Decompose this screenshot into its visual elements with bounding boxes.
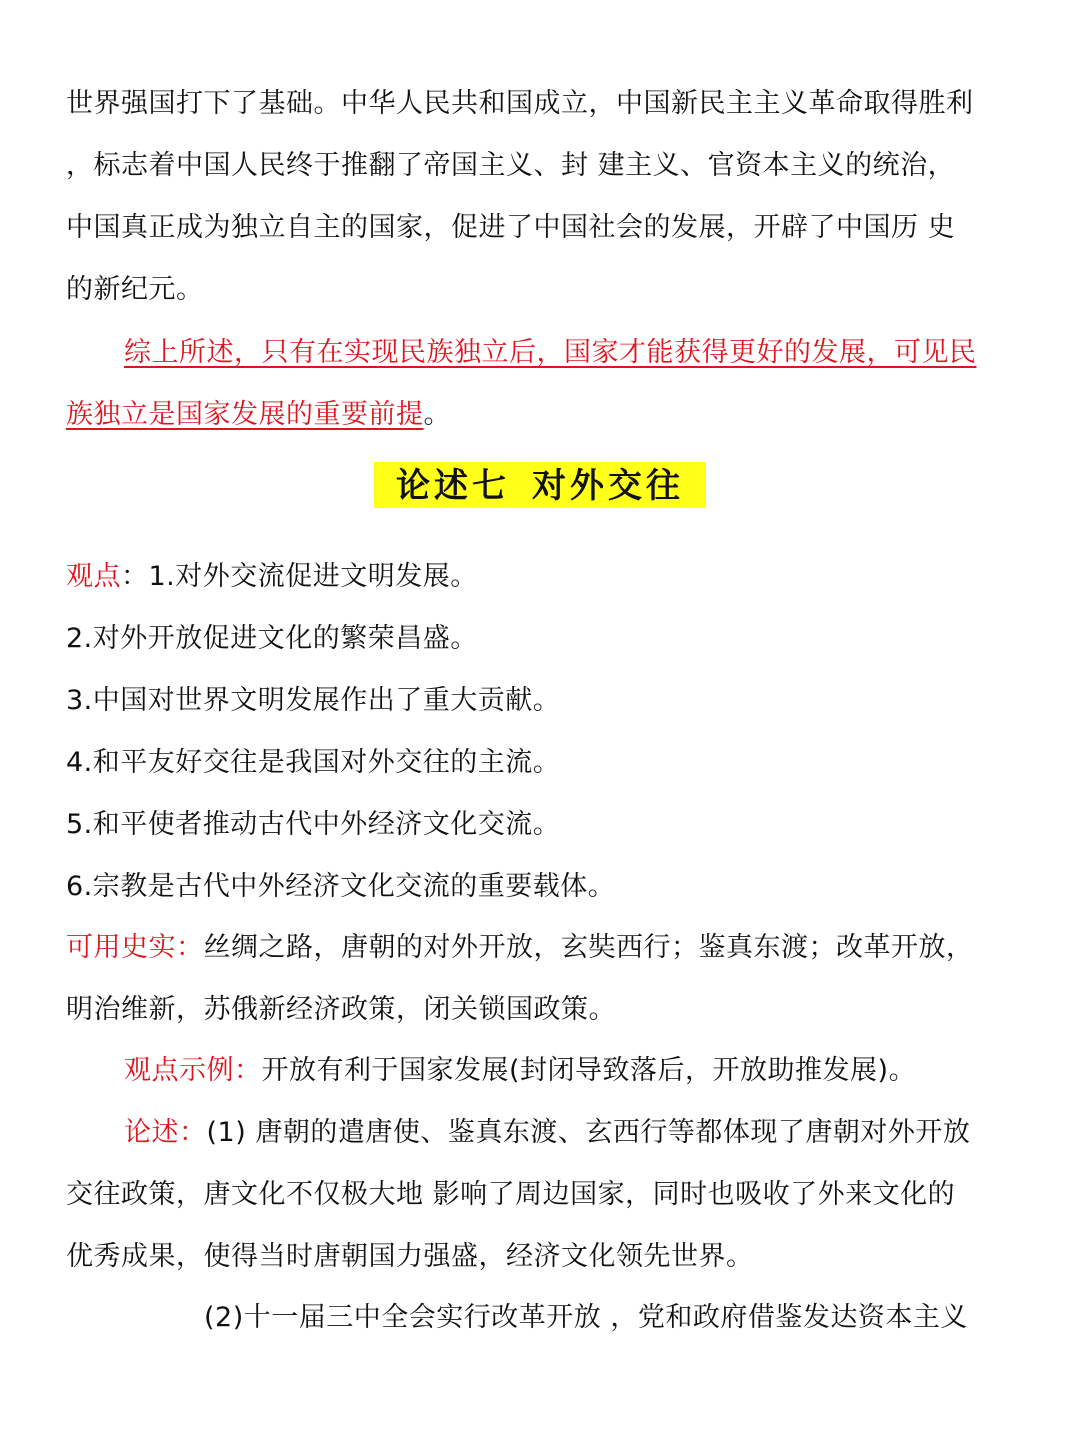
section-title-topic: 对外交往	[532, 466, 684, 506]
viewpoint-colon: ：	[121, 561, 149, 592]
viewpoint-line-1	[66, 557, 478, 597]
viewpoint-item: 1.对外交流促进文明发展。	[148, 561, 478, 592]
facts-line-1	[66, 928, 974, 968]
section-title-number: 论述七	[396, 466, 510, 506]
conclusion-text-1: 综上所述，只有在实现民族独立后，国家才能获得更好的发展，可见民	[124, 337, 977, 368]
viewpoint-item: 2.对外开放促进文化的繁荣昌盛。	[66, 623, 478, 654]
facts-label: 可用史实：	[66, 932, 204, 963]
intro-line-2: ，标志着中国人民终于推翻了帝国主义、封 建主义、官资本主义的统治，	[66, 150, 956, 181]
conclusion-period: 。	[423, 399, 451, 430]
facts-text-1: 丝绸之路，唐朝的对外开放，玄奘西行；鉴真东渡；改革开放，	[203, 932, 974, 963]
viewpoint-item: 5.和平使者推动古代中外经济文化交流。	[66, 809, 561, 840]
viewpoint-item: 6.宗教是古代中外经济文化交流的重要载体。	[66, 871, 616, 902]
discussion-line-4: (2)十一届三中全会实行改革开放 ，党和政府借鉴发达资本主义	[204, 1302, 968, 1333]
intro-line-4: 的新纪元。	[66, 274, 204, 305]
conclusion-line-2	[66, 395, 451, 435]
viewpoint-item: 4.和平友好交往是我国对外交往的主流。	[66, 747, 561, 778]
example-text: 开放有利于国家发展(封闭导致落后，开放助推发展)。	[261, 1055, 917, 1086]
discussion-text-1: (1) 唐朝的遣唐使、鉴真东渡、玄西行等都体现了唐朝对外开放	[206, 1117, 971, 1148]
discussion-line-3: 优秀成果，使得当时唐朝国力强盛，经济文化领先世界。	[66, 1241, 754, 1272]
discussion-line-2: 交往政策，唐文化不仅极大地 影响了周边国家，同时也吸收了外来文化的	[66, 1179, 956, 1210]
discussion-label: 论述：	[124, 1117, 207, 1148]
example-line	[124, 1051, 916, 1091]
example-label: 观点示例：	[124, 1055, 262, 1086]
section-title	[374, 462, 706, 508]
viewpoint-label: 观点	[66, 561, 121, 592]
conclusion-text-2: 族独立是国家发展的重要前提	[66, 399, 424, 430]
viewpoint-item: 3.中国对世界文明发展作出了重大贡献。	[66, 685, 561, 716]
intro-line-3: 中国真正成为独立自主的国家，促进了中国社会的发展，开辟了中国历 史	[66, 212, 956, 243]
intro-line-1: 世界强国打下了基础。中华人民共和国成立，中国新民主主义革命取得胜利	[66, 88, 974, 119]
discussion-line-1	[124, 1113, 970, 1153]
section-title-wrap	[0, 462, 1080, 512]
facts-line-2: 明治维新，苏俄新经济政策，闭关锁国政策。	[66, 994, 616, 1025]
conclusion-line-1	[124, 333, 977, 373]
